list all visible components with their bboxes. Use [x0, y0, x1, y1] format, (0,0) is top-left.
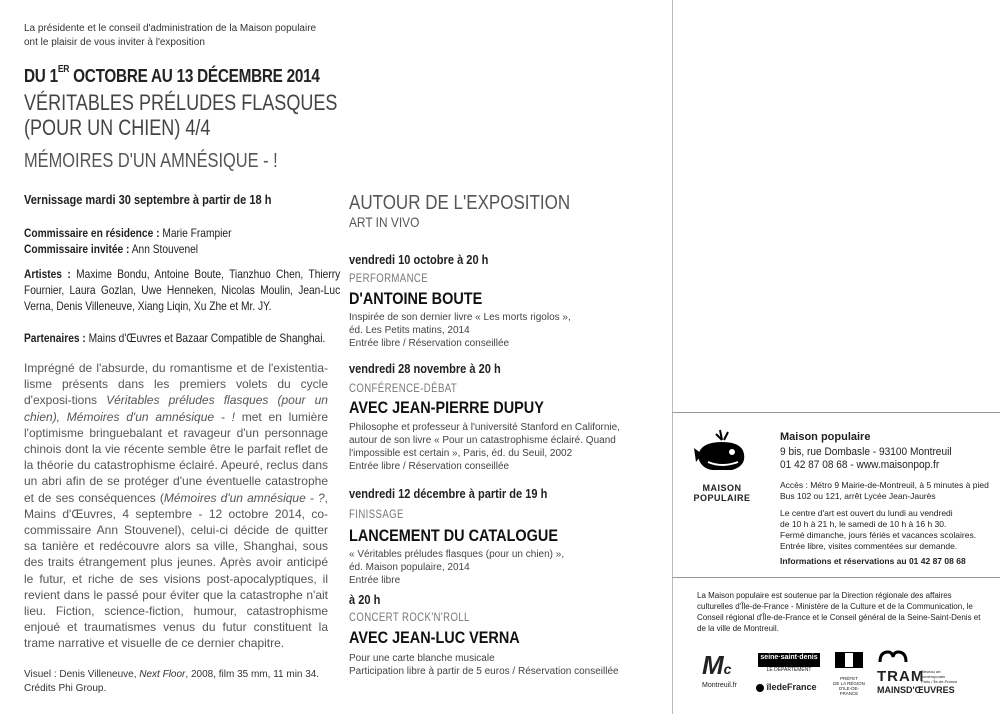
- access-line: Accès : Métro 9 Mairie-de-Montreuil, à 5 minutes à pied: [780, 480, 989, 490]
- event-date: vendredi 10 octobre à 20 h: [349, 252, 489, 267]
- tram-sub: [921, 669, 957, 684]
- prefet-line: PRÉFET: [840, 676, 858, 681]
- ssd-label: seine·saint·denis: [760, 654, 818, 661]
- partners-list: Mains d'Œuvres et Bazaar Compatible de Shanghai.: [85, 331, 326, 345]
- prefet-line: D'ILE-DE-FRANCE: [838, 686, 860, 696]
- event-desc: [349, 652, 639, 678]
- event-title: AVEC JEAN-LUC VERNA: [349, 628, 520, 647]
- ran-icon: [878, 650, 908, 664]
- event-date: vendredi 28 novembre à 20 h: [349, 361, 501, 376]
- vernissage: Vernissage mardi 30 septembre à partir de 18 h: [24, 192, 272, 207]
- desc-em: Véritables préludes flasques (pour un chien), Mémoires d'un amnésique - !: [24, 393, 328, 424]
- venue-name: Maison populaire: [780, 431, 871, 443]
- ran-logo: [878, 650, 908, 664]
- event-title: AVEC JEAN-PIERRE DUPUY: [349, 398, 544, 417]
- tram-sub-line: Paris / Île-de-France: [921, 679, 958, 684]
- idf-label: îledeFrance: [766, 682, 817, 692]
- ssd-sub: LE DÉPARTEMENT: [766, 667, 812, 673]
- divider: [672, 412, 1000, 413]
- dates-rest: OCTOBRE AU 13 DÉCEMBRE 2014: [69, 66, 320, 86]
- curator-residence: Marie Frampier: [159, 226, 232, 240]
- event-desc-line: autour de son livre « Pour un catastrophisme éclairé. Quand: [349, 435, 616, 446]
- credit-title: Next Floor: [139, 669, 186, 680]
- event-desc-line: Participation libre à partir de 5 euros / Réservation conseillée: [349, 666, 619, 677]
- event-title: D'ANTOINE BOUTE: [349, 289, 483, 308]
- logo-line: POPULAIRE: [693, 493, 751, 503]
- event-title: LANCEMENT DU CATALOGUE: [349, 526, 558, 545]
- visual-credit: [24, 668, 324, 696]
- opening-hours: [780, 508, 976, 552]
- partners-label: Partenaires :: [24, 331, 86, 345]
- exhibition-subtitle: MÉMOIRES D'UN AMNÉSIQUE - !: [24, 150, 278, 172]
- logo-text: [692, 483, 752, 503]
- event-desc-line: « Véritables préludes flasques (pour un chien) »,: [349, 549, 565, 560]
- prefet-line: DE LA RÉGION: [833, 681, 865, 686]
- exhibition-dates: [24, 66, 320, 87]
- event-desc-line: éd. Les Petits matins, 2014: [349, 325, 470, 336]
- dates-prefix: DU 1: [24, 66, 58, 86]
- prefet-logo: [830, 652, 868, 696]
- event-desc-line: Philosophe et professeur à l'université Stanford en Californie,: [349, 422, 620, 433]
- events-heading: AUTOUR DE L'EXPOSITION: [349, 192, 571, 214]
- mains-oeuvres-logo: MAINSD'ŒUVRES: [877, 685, 955, 695]
- dates-sup: ER: [57, 64, 70, 75]
- event-desc-line: l'impossible est certain », Paris, éd. du Seuil, 2002: [349, 448, 573, 459]
- curator-invited: Ann Stouvenel: [129, 242, 199, 256]
- venue-phone: 01 42 87 08 68 - www.maisonpop.fr: [780, 459, 940, 471]
- event-kind: CONCERT ROCK'N'ROLL: [349, 610, 470, 624]
- hours-line: Le centre d'art est ouvert du lundi au vendredi: [780, 508, 953, 518]
- montreuil-label: Montreuil.fr: [702, 682, 738, 689]
- marianne-icon: [835, 652, 863, 668]
- event-desc: [349, 421, 639, 473]
- event-date: à 20 h: [349, 592, 381, 607]
- title-line-2: (POUR UN CHIEN) 4/4: [24, 115, 211, 140]
- tram-sub-line: Réseau art: [921, 669, 941, 674]
- divider: [672, 577, 1000, 578]
- curator-residence-label: Commissaire en résidence :: [24, 226, 160, 240]
- maison-populaire-logo: [692, 428, 762, 504]
- event-desc-line: Entrée libre: [349, 575, 401, 586]
- event-kind: FINISSAGE: [349, 507, 404, 521]
- logo-line: MAISON: [702, 483, 742, 493]
- intro-line: ont le plaisir de vous inviter à l'exposition: [24, 37, 205, 48]
- event-kind: PERFORMANCE: [349, 271, 429, 285]
- credit-rest: , 2008, film 35 mm, 11 min 34. Crédits Phi Group.: [24, 669, 320, 694]
- exhibition-description: [24, 360, 328, 652]
- title-line-1: VÉRITABLES PRÉLUDES FLASQUES: [24, 90, 338, 115]
- support-text: La Maison populaire est soutenue par la Direction régionale des affaires culturelles d'Île-de-France - Ministère de la Culture et de la Communication, le Conseil régional d'Île-de-France et le Conseil général de la Seine-Saint-Denis et de la ville de Montreuil.: [697, 591, 981, 633]
- event-kind: CONFÉRENCE-DÉBAT: [349, 381, 458, 395]
- event-desc: [349, 311, 639, 350]
- curator-invited-label: Commissaire invitée :: [24, 242, 130, 256]
- event-desc-line: Pour une carte blanche musicale: [349, 653, 495, 664]
- montreuil-mark: Mc: [702, 650, 732, 680]
- credit-prefix: Visuel : Denis Villeneuve,: [24, 669, 140, 680]
- artists-list: Maxime Bondu, Antoine Boute, Tianzhuo Chen, Thierry Fournier, Laura Gozlan, Uwe Henneken, Nicolas Moulin, Jean-Luc Verna, Denis Villeneuve, Xiang Liqin, Xu Zhe et Mr. JY.: [24, 267, 341, 313]
- hours-line: de 10 h à 21 h, le samedi de 10 h à 16 h 30.: [780, 519, 947, 529]
- artists: [24, 266, 340, 314]
- event-desc-line: éd. Maison populaire, 2014: [349, 562, 470, 573]
- montreuil-logo: [702, 652, 752, 692]
- event-date: vendredi 12 décembre à partir de 19 h: [349, 486, 548, 501]
- whale-icon: [692, 428, 752, 478]
- access-info: [780, 480, 989, 502]
- tram-logo: TRAM: [877, 668, 925, 685]
- event-desc-line: Inspirée de son dernier livre « Les morts rigolos »,: [349, 312, 571, 323]
- venue-address: 9 bis, rue Dombasle - 93100 Montreuil: [780, 446, 952, 458]
- desc-part: Imprégné de l'absurde, du romantisme et de l'existentia-lisme présents dans les premiers volets du cycle d'exposi-tions: [24, 361, 328, 408]
- tram-sub-line: contemporain: [921, 674, 946, 679]
- exhibition-title: [24, 90, 337, 140]
- prefet-text: [830, 676, 868, 696]
- booking-info: Informations et réservations au 01 42 87 08 68: [780, 556, 966, 566]
- artists-label: Artistes :: [24, 267, 71, 281]
- access-line: Bus 102 ou 121, arrêt Lycée Jean-Jaurès: [780, 491, 936, 501]
- event-desc-line: Entrée libre / Réservation conseillée: [349, 338, 510, 349]
- idf-logo: [756, 682, 817, 692]
- intro-line: La présidente et le conseil d'administration de la Maison populaire: [24, 23, 317, 34]
- event-desc-line: Entrée libre / Réservation conseillée: [349, 461, 510, 472]
- idf-dot-icon: [756, 684, 764, 692]
- event-desc: [349, 548, 639, 587]
- desc-part: , Mains d'Œuvres, 4 septembre - 12 octobre 2014, co-commissaire Ann Stouvenel), celui-ci décide de quitter sa tanière et redécouvre alors sa ville, Shanghai, sous des traits étrangement plus jeunes. Après avoir anticipé le futur, et riche de ses visions post-apocalyptiques, il revient dans le passé pour éviter que la catastrophe n'ait lieu. Fiction, science-fiction, humour, catastrophisme enjoué et traumatismes venus du futur constituent la trame narrative et visuelle de ce dernier chapitre.: [24, 490, 328, 651]
- fold-line: [672, 0, 673, 714]
- hours-line: Entrée libre, visites commentées sur demande.: [780, 541, 958, 551]
- partners: [24, 330, 340, 346]
- events-subheading: ART IN VIVO: [349, 214, 420, 230]
- hours-line: Fermé dimanche, jours fériés et vacances scolaires.: [780, 530, 977, 540]
- curators: [24, 225, 340, 257]
- intro-text: [24, 22, 324, 50]
- desc-em: Mémoires d'un amnésique - ?: [163, 490, 325, 505]
- ssd-logo: [758, 653, 820, 667]
- desc-part: met en lumière l'optimisme bringuebalant et ravageur d'un personnage chinois dont la vie récente semble être le parfait reflet de la théorie du catastrophisme éclairé. Apeuré, reclus dans un abri afin de se protéger d'une éventuelle catastrophe et de ses conséquences (: [24, 409, 328, 505]
